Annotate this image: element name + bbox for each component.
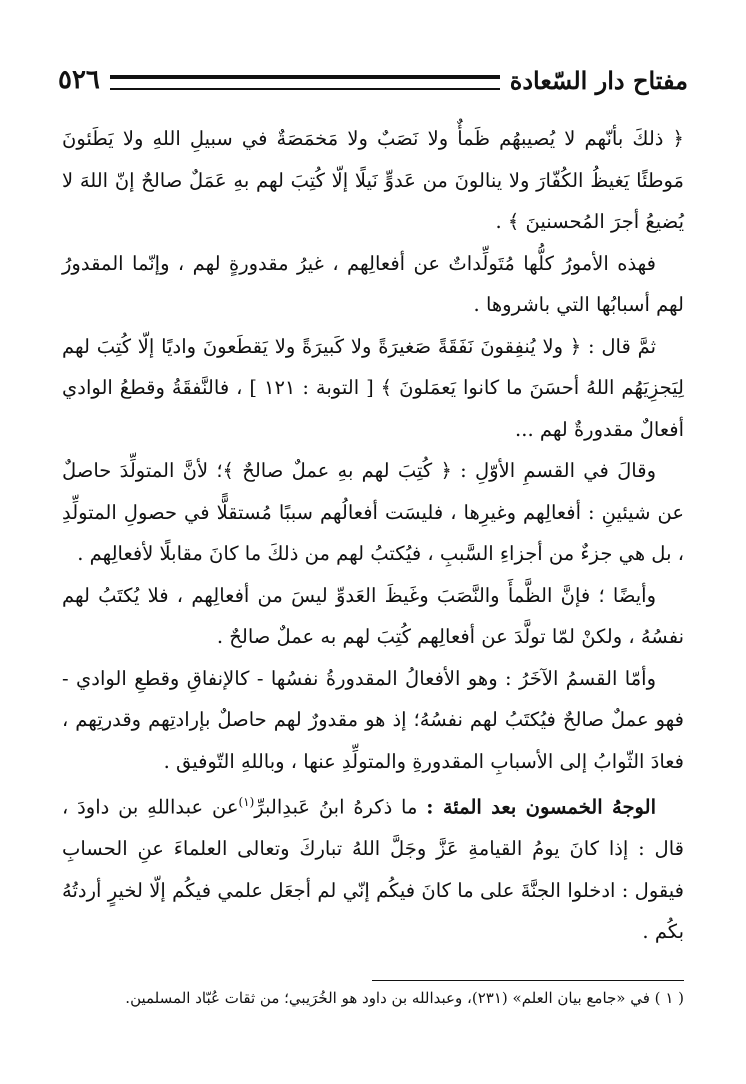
running-title: مفتاح دار السّعادة <box>509 65 688 95</box>
footnote-marker: (١) <box>238 795 255 809</box>
section-text-start: ما ذكرهُ ابنُ عَبدِالبرِّ <box>254 795 418 819</box>
section-paragraph <box>62 782 684 953</box>
main-text <box>62 118 684 953</box>
page-header <box>58 60 688 100</box>
header-rule <box>110 75 500 90</box>
page-number: ٥٢٦ <box>58 65 100 95</box>
footnote-rule <box>372 980 684 981</box>
footnote: ( ١ ) في «جامع بيان العلم» (٢٣١)، وعبدالله بن داود هو الخُرَيبي؛ من ثقات عُبّاد المسلمين. <box>125 989 684 1007</box>
paragraph: وقالَ في القسمِ الأوّلِ : ﴿ كُتِبَ لهم بهِ عملٌ صالحٌ ﴾؛ لأنَّ المتولِّدَ حاصلٌ عن شيئينِ : أفعالِهم وغيرِها ، فليسَت أفعالُهم سببًا مُستقلًّا في حصولِ المتولِّدِ ، بل هي جزءٌ من أجزاءِ السَّببِ ، فيُكتبُ لهم من ذلكَ ما كانَ مقابلًا لأفعالِهم . <box>62 459 684 565</box>
section-heading: الوجهُ الخمسون بعد المئة : <box>426 795 656 819</box>
paragraph: وأمّا القسمُ الآخَرُ : وهو الأفعالُ المقدورةُ نفسُها - كالإنفاقِ وقطعِ الوادي - فهو عملٌ صالحٌ فيُكتَبُ لهم نفسُهُ؛ إذ هو مقدورٌ لهم حاصلٌ بإرادتِهم وقدرتِهم ، فعادَ الثّوابُ إلى الأسبابِ المقدورةِ والمتولِّدِ عنها ، وباللهِ التّوفيق . <box>62 666 684 773</box>
section-text-rest: عن عبداللهِ بن داودَ ، قال : إذا كانَ يومُ القيامةِ عَزَّ وجَلَّ اللهُ تباركَ وتعالى العلماءَ عنِ الحسابِ فيقول : ادخلوا الجنَّةَ على ما كانَ فيكُم إنّي لم أجعَل علمي فيكُم إلّا لخيرٍ أردتُهُ بكُم . <box>62 795 684 943</box>
paragraph: ثمَّ قال : ﴿ ولا يُنفِقونَ نَفَقَةً صَغيرَةً ولا كَبيرَةً ولا يَقطَعونَ واديًا إلّا كُتِبَ لهم لِيَجزِيَهُم اللهُ أحسَنَ ما كانوا يَعمَلونَ ﴾ [ التوبة : ١٢١ ] ، فالنَّفقَةُ وقطعُ الوادي أفعالٌ مقدورةٌ لهم ... <box>62 334 684 441</box>
paragraph: وأيضًا ؛ فإنَّ الظَّمأَ والنَّصَبَ وغَيظَ العَدوِّ ليسَ من أفعالِهم ، فلا يُكتَبُ لهم نفسُهُ ، ولكنْ لمّا تولَّدَ عن أفعالِهم كُتِبَ لهم به عملٌ صالحٌ . <box>62 583 684 648</box>
paragraph-verse: ﴿ ذلكَ بأنّهم لا يُصيبهُم ظَمأٌ ولا نَصَبٌ ولا مَخمَصَةٌ في سبيلِ اللهِ ولا يَطَئونَ مَوطئًا يَغيظُ الكُفّارَ ولا ينالونَ من عَدوٍّ نَيلًا إلّا كُتِبَ لهم بهِ عَمَلٌ صالحٌ إنّ اللهَ لا يُضيعُ أجرَ المُحسنينَ ﴾ . <box>62 127 684 233</box>
paragraph: فهذه الأمورُ كلُّها مُتَولِّداتٌ عن أفعالِهم ، غيرُ مقدورةٍ لهم ، وإنّما المقدورُ لهم أسبابُها التي باشروها . <box>62 251 684 316</box>
